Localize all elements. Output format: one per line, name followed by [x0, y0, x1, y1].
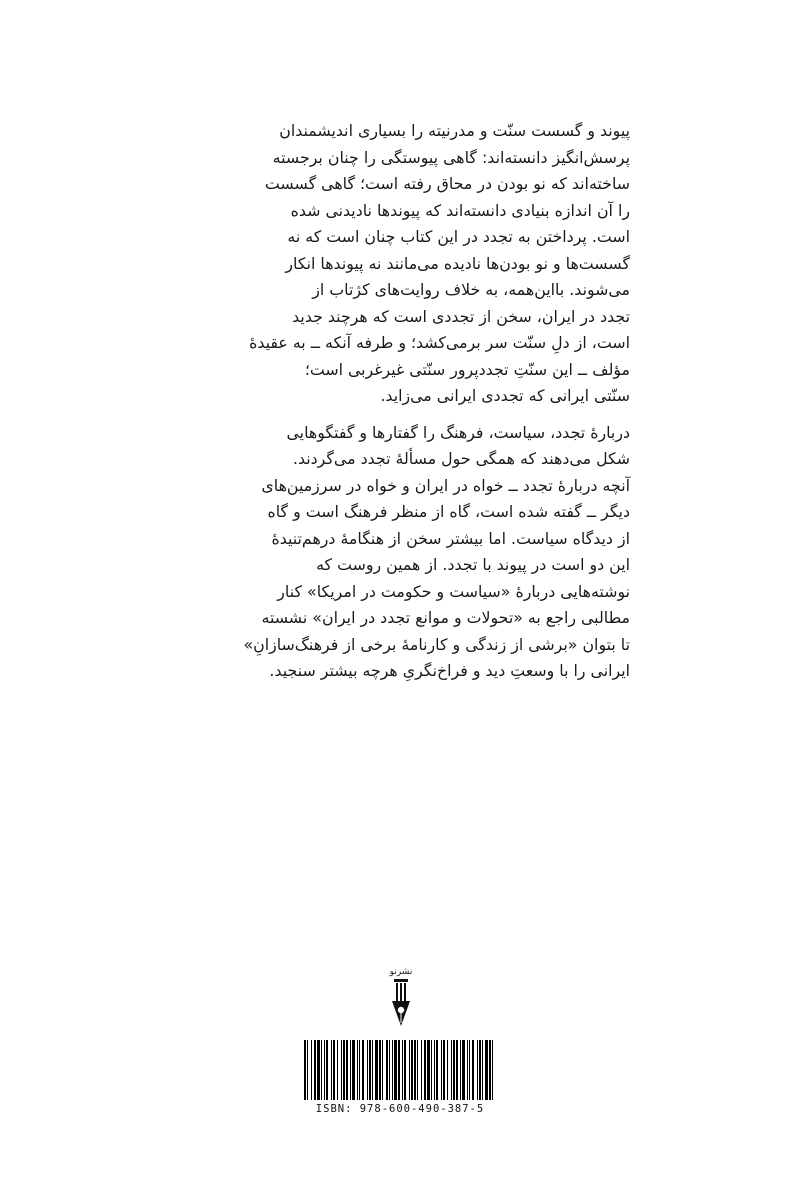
publisher-name: نشرنو — [389, 967, 413, 977]
isbn-text: ISBN: 978-600-490-387-5 — [315, 1103, 485, 1115]
barcode-icon — [302, 1040, 498, 1100]
publisher-logo — [388, 967, 414, 1027]
blurb-paragraph-1: پیوند و گسست سنّت و مدرنیته را بسیاری اندیشمندان پرسش‌انگیز دانسته‌اند: گاهی پیوستگی را چنان برجسته ساخته‌اند که نو بودن در محاق رفته است؛ گاهی گسست را آن اندازه بنیادی دانسته‌اند که پیوندها نادیدنی شده است. پرداختن به تجدد در این کتاب چنان است که نه گسست‌ها و نو بودن‌ها نادیده می‌مانند نه پیوندها انکار می‌شوند. بااین‌همه، به خلاف روایت‌های کژتاب از تجدد در ایران، سخن از تجددی است که هرچند جدید است، از دلِ سنّت سر برمی‌کشد؛ و طرفه آنکه ــ به عقیدهٔ مؤلف ــ این سنّتِ تجددپرور سنّتی غیرغربی است؛ سنّتی ایرانی که تجددی ایرانی می‌زاید. — [249, 121, 630, 405]
pen-nib-icon — [389, 979, 413, 1027]
blurb-text — [170, 118, 630, 685]
blurb-paragraph-2: دربارهٔ تجدد، سیاست، فرهنگ را گفتارها و گفتگوهایی شکل می‌دهند که همگی حول مسألهٔ تجدد می‌گردند. آنچه دربارهٔ تجدد ــ خواه در ایران و خواه در سرزمین‌های دیگر ــ گفته شده است، گاه از منظر فرهنگ است و گاه از دیدگاه سیاست. اما بیشتر سخن از هنگامهٔ درهم‌تنیدهٔ این دو است در پیوند با تجدد. از همین روست که نوشته‌هایی دربارهٔ «سیاست و حکومت در امریکا» کنار مطالبی راجع به «تحولات و موانع تجدد در ایران» نشسته تا بتوان «برشی از زندگی و کارنامهٔ برخی از فرهنگ‌سازانِ» ایرانی را با وسعتِ دید و فراخ‌نگریِ هرچه بیشتر سنجید. — [243, 422, 630, 680]
barcode-block — [300, 1040, 500, 1115]
